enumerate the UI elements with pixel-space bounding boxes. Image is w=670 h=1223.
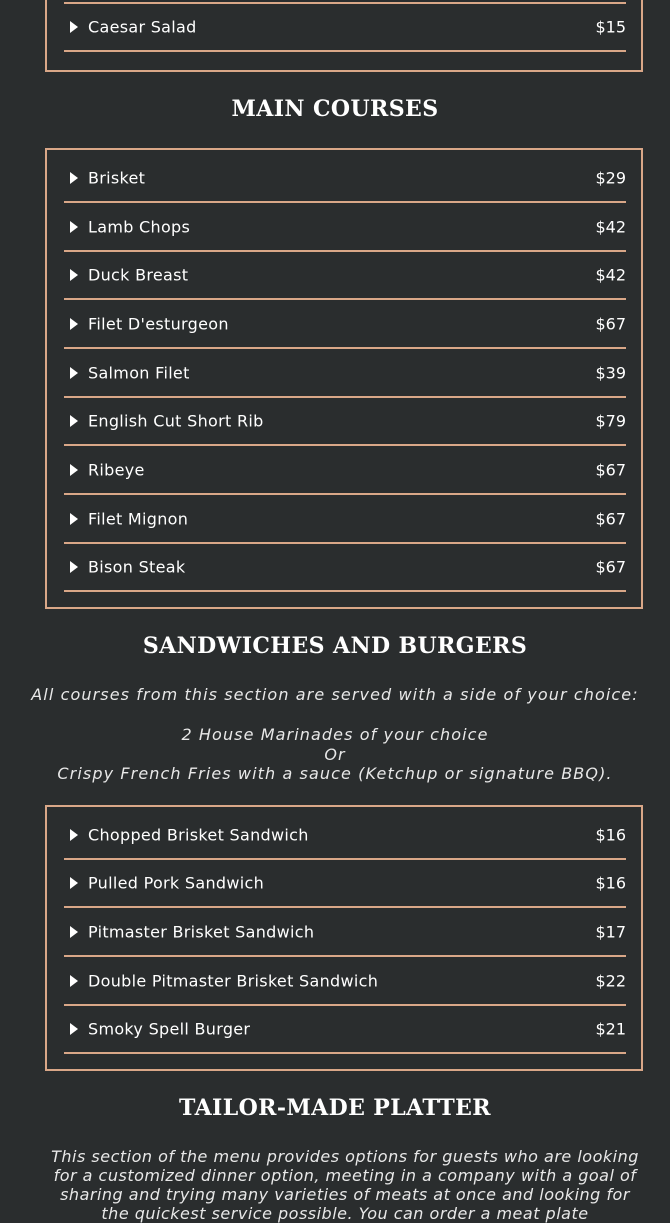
- item-name: Filet D'esturgeon: [88, 314, 229, 333]
- section-title-platter: TAILOR-MADE PLATTER: [179, 1095, 491, 1121]
- item-price: $79: [595, 411, 626, 431]
- item-name: Smoky Spell Burger: [88, 1019, 251, 1039]
- top-divider: [64, 2, 626, 4]
- menu-item-salmon-filet[interactable]: [64, 349, 626, 398]
- item-name: Double Pitmaster Brisket Sandwich: [88, 971, 379, 990]
- item-price: $67: [595, 460, 626, 479]
- triangle-right-icon: [70, 975, 78, 987]
- triangle-right-icon: [70, 21, 78, 33]
- sandwiches-box: [45, 805, 643, 1071]
- item-name: Filet Mignon: [88, 509, 189, 528]
- sandwiches-note-line-3: Or: [324, 745, 346, 764]
- menu-item-duck-breast[interactable]: [64, 252, 626, 300]
- triangle-right-icon: [70, 172, 78, 184]
- triangle-right-icon: [70, 415, 78, 427]
- item-price: $15: [595, 17, 626, 37]
- item-price: $17: [595, 922, 626, 941]
- triangle-right-icon: [70, 318, 78, 330]
- triangle-right-icon: [70, 561, 78, 573]
- main-courses-box: [45, 148, 643, 609]
- item-price: $67: [595, 314, 626, 333]
- item-name: Bison Steak: [88, 557, 186, 577]
- menu-item-double-pitmaster-brisket-sandwich[interactable]: [64, 957, 626, 1006]
- triangle-right-icon: [70, 829, 78, 841]
- item-name: Salmon Filet: [88, 363, 190, 382]
- platter-description: This section of the menu provides options for guests who are looking for a customized dinner option, meeting in a company with a goal of sharing and trying many varieties of meats at once and looking for the quickest service possible. You can order a meat plate: [51, 1147, 639, 1223]
- menu-item-filet-mignon[interactable]: [64, 495, 626, 544]
- menu-item-caesar-salad[interactable]: [64, 4, 626, 52]
- sandwiches-note-line-2: 2 House Marinades of your choice: [181, 725, 489, 744]
- sandwiches-note-line-4: Crispy French Fries with a sauce (Ketchup or signature BBQ).: [57, 764, 613, 783]
- item-name: Caesar Salad: [88, 17, 197, 37]
- item-name: Brisket: [88, 168, 146, 187]
- item-price: $39: [595, 363, 626, 382]
- item-name: Pitmaster Brisket Sandwich: [88, 922, 315, 941]
- triangle-right-icon: [70, 464, 78, 476]
- menu-item-brisket[interactable]: [64, 154, 626, 203]
- item-name: Ribeye: [88, 460, 145, 479]
- item-price: $16: [595, 825, 626, 844]
- triangle-right-icon: [70, 221, 78, 233]
- section-title-main-courses: MAIN COURSES: [231, 96, 439, 122]
- section-title-sandwiches: SANDWICHES AND BURGERS: [142, 633, 528, 659]
- item-price: $42: [595, 265, 626, 285]
- triangle-right-icon: [70, 513, 78, 525]
- menu-item-smoky-spell-burger[interactable]: [64, 1006, 626, 1054]
- menu-item-bison-steak[interactable]: [64, 544, 626, 592]
- sandwiches-note-line-1: All courses from this section are served with a side of your choice:: [31, 685, 639, 704]
- triangle-right-icon: [70, 269, 78, 281]
- triangle-right-icon: [70, 877, 78, 889]
- item-name: Pulled Pork Sandwich: [88, 873, 265, 893]
- menu-item-pitmaster-brisket-sandwich[interactable]: [64, 908, 626, 957]
- triangle-right-icon: [70, 926, 78, 938]
- item-price: $42: [595, 217, 626, 236]
- item-price: $29: [595, 168, 626, 187]
- triangle-right-icon: [70, 1023, 78, 1035]
- menu-item-lamb-chops[interactable]: [64, 203, 626, 252]
- item-price: $21: [595, 1019, 626, 1039]
- item-price: $67: [595, 557, 626, 577]
- item-price: $67: [595, 509, 626, 528]
- triangle-right-icon: [70, 367, 78, 379]
- item-name: Duck Breast: [88, 265, 189, 285]
- menu-item-chopped-brisket-sandwich[interactable]: [64, 811, 626, 860]
- item-name: Chopped Brisket Sandwich: [88, 825, 309, 844]
- menu-item-english-cut-short-rib[interactable]: [64, 398, 626, 446]
- item-price: $16: [595, 873, 626, 893]
- item-name: English Cut Short Rib: [88, 411, 264, 431]
- menu-item-filet-desturgeon[interactable]: [64, 300, 626, 349]
- menu-item-pulled-pork-sandwich[interactable]: [64, 860, 626, 908]
- item-name: Lamb Chops: [88, 217, 191, 236]
- appetizers-box: [45, 0, 643, 72]
- item-price: $22: [595, 971, 626, 990]
- menu-item-ribeye[interactable]: [64, 446, 626, 495]
